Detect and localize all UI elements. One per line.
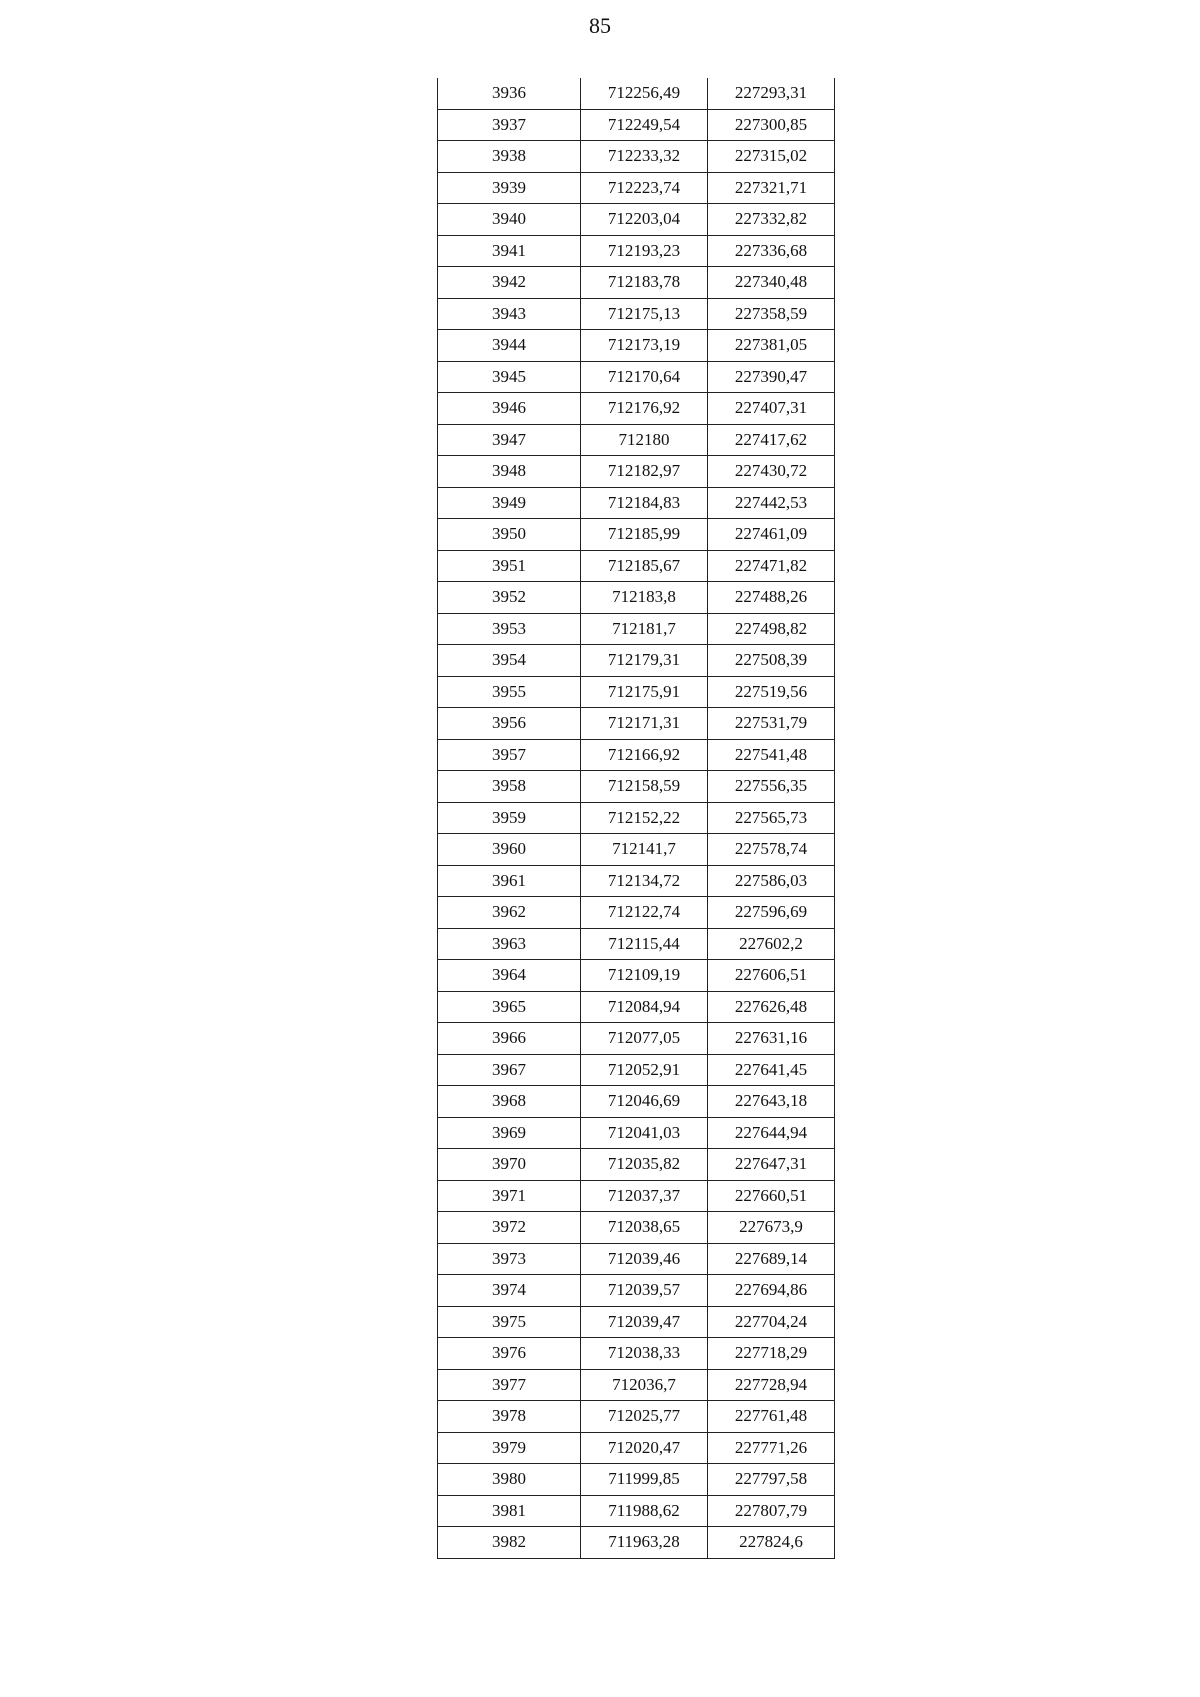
y-coordinate-cell: 227647,31: [708, 1149, 835, 1181]
x-coordinate-cell: 712184,83: [581, 487, 708, 519]
table-row: [438, 424, 835, 456]
x-coordinate-cell: 711963,28: [581, 1527, 708, 1559]
point-number-cell: 3974: [438, 1275, 581, 1307]
y-coordinate-cell: 227541,48: [708, 739, 835, 771]
x-coordinate-cell: 712020,47: [581, 1432, 708, 1464]
point-number-cell: 3982: [438, 1527, 581, 1559]
x-coordinate-cell: 712084,94: [581, 991, 708, 1023]
y-coordinate-cell: 227644,94: [708, 1117, 835, 1149]
point-number-cell: 3944: [438, 330, 581, 362]
table-row: [438, 1117, 835, 1149]
point-number-cell: 3972: [438, 1212, 581, 1244]
y-coordinate-cell: 227565,73: [708, 802, 835, 834]
table-row: [438, 645, 835, 677]
table-row: [438, 960, 835, 992]
table-row: [438, 1432, 835, 1464]
table-row: [438, 172, 835, 204]
y-coordinate-cell: 227660,51: [708, 1180, 835, 1212]
x-coordinate-cell: 712037,37: [581, 1180, 708, 1212]
x-coordinate-cell: 712180: [581, 424, 708, 456]
x-coordinate-cell: 712249,54: [581, 109, 708, 141]
x-coordinate-cell: 712183,78: [581, 267, 708, 299]
y-coordinate-cell: 227442,53: [708, 487, 835, 519]
y-coordinate-cell: 227340,48: [708, 267, 835, 299]
y-coordinate-cell: 227771,26: [708, 1432, 835, 1464]
table-row: [438, 204, 835, 236]
table-row: [438, 298, 835, 330]
point-number-cell: 3958: [438, 771, 581, 803]
y-coordinate-cell: 227519,56: [708, 676, 835, 708]
point-number-cell: 3961: [438, 865, 581, 897]
x-coordinate-cell: 712203,04: [581, 204, 708, 236]
table-row: [438, 613, 835, 645]
point-number-cell: 3973: [438, 1243, 581, 1275]
x-coordinate-cell: 712233,32: [581, 141, 708, 173]
point-number-cell: 3978: [438, 1401, 581, 1433]
y-coordinate-cell: 227643,18: [708, 1086, 835, 1118]
point-number-cell: 3954: [438, 645, 581, 677]
x-coordinate-cell: 712175,13: [581, 298, 708, 330]
x-coordinate-cell: 712046,69: [581, 1086, 708, 1118]
point-number-cell: 3969: [438, 1117, 581, 1149]
x-coordinate-cell: 712052,91: [581, 1054, 708, 1086]
y-coordinate-cell: 227807,79: [708, 1495, 835, 1527]
point-number-cell: 3957: [438, 739, 581, 771]
y-coordinate-cell: 227718,29: [708, 1338, 835, 1370]
table-row: [438, 78, 835, 109]
y-coordinate-cell: 227704,24: [708, 1306, 835, 1338]
x-coordinate-cell: 712109,19: [581, 960, 708, 992]
table-row: [438, 1180, 835, 1212]
x-coordinate-cell: 712181,7: [581, 613, 708, 645]
x-coordinate-cell: 712025,77: [581, 1401, 708, 1433]
x-coordinate-cell: 712185,99: [581, 519, 708, 551]
x-coordinate-cell: 712152,22: [581, 802, 708, 834]
x-coordinate-cell: 712115,44: [581, 928, 708, 960]
y-coordinate-cell: 227300,85: [708, 109, 835, 141]
point-number-cell: 3975: [438, 1306, 581, 1338]
table-row: [438, 1527, 835, 1559]
x-coordinate-cell: 712036,7: [581, 1369, 708, 1401]
y-coordinate-cell: 227586,03: [708, 865, 835, 897]
x-coordinate-cell: 712039,47: [581, 1306, 708, 1338]
y-coordinate-cell: 227488,26: [708, 582, 835, 614]
point-number-cell: 3979: [438, 1432, 581, 1464]
point-number-cell: 3970: [438, 1149, 581, 1181]
y-coordinate-cell: 227461,09: [708, 519, 835, 551]
x-coordinate-cell: 712038,33: [581, 1338, 708, 1370]
y-coordinate-cell: 227641,45: [708, 1054, 835, 1086]
table-row: [438, 1023, 835, 1055]
x-coordinate-cell: 712158,59: [581, 771, 708, 803]
point-number-cell: 3939: [438, 172, 581, 204]
y-coordinate-cell: 227728,94: [708, 1369, 835, 1401]
point-number-cell: 3956: [438, 708, 581, 740]
table-row: [438, 771, 835, 803]
point-number-cell: 3960: [438, 834, 581, 866]
table-row: [438, 1369, 835, 1401]
x-coordinate-cell: 712173,19: [581, 330, 708, 362]
y-coordinate-cell: 227596,69: [708, 897, 835, 929]
point-number-cell: 3965: [438, 991, 581, 1023]
x-coordinate-cell: 712179,31: [581, 645, 708, 677]
table-row: [438, 991, 835, 1023]
page-number: 85: [589, 13, 611, 38]
point-number-cell: 3967: [438, 1054, 581, 1086]
table-row: [438, 1401, 835, 1433]
point-number-cell: 3947: [438, 424, 581, 456]
point-number-cell: 3966: [438, 1023, 581, 1055]
table-row: [438, 865, 835, 897]
y-coordinate-cell: 227293,31: [708, 78, 835, 109]
table-row: [438, 361, 835, 393]
y-coordinate-cell: 227631,16: [708, 1023, 835, 1055]
x-coordinate-cell: 712170,64: [581, 361, 708, 393]
y-coordinate-cell: 227336,68: [708, 235, 835, 267]
x-coordinate-cell: 712182,97: [581, 456, 708, 488]
y-coordinate-cell: 227332,82: [708, 204, 835, 236]
point-number-cell: 3964: [438, 960, 581, 992]
y-coordinate-cell: 227797,58: [708, 1464, 835, 1496]
table-row: [438, 1054, 835, 1086]
y-coordinate-cell: 227673,9: [708, 1212, 835, 1244]
x-coordinate-cell: 712141,7: [581, 834, 708, 866]
x-coordinate-cell: 711999,85: [581, 1464, 708, 1496]
y-coordinate-cell: 227761,48: [708, 1401, 835, 1433]
x-coordinate-cell: 711988,62: [581, 1495, 708, 1527]
y-coordinate-cell: 227824,6: [708, 1527, 835, 1559]
y-coordinate-cell: 227315,02: [708, 141, 835, 173]
point-number-cell: 3946: [438, 393, 581, 425]
table-row: [438, 1212, 835, 1244]
y-coordinate-cell: 227606,51: [708, 960, 835, 992]
y-coordinate-cell: 227626,48: [708, 991, 835, 1023]
table-row: [438, 109, 835, 141]
point-number-cell: 3959: [438, 802, 581, 834]
x-coordinate-cell: 712077,05: [581, 1023, 708, 1055]
table-row: [438, 1243, 835, 1275]
table-row: [438, 802, 835, 834]
x-coordinate-cell: 712039,57: [581, 1275, 708, 1307]
table-row: [438, 519, 835, 551]
point-number-cell: 3937: [438, 109, 581, 141]
point-number-cell: 3962: [438, 897, 581, 929]
table-row: [438, 393, 835, 425]
x-coordinate-cell: 712171,31: [581, 708, 708, 740]
y-coordinate-cell: 227556,35: [708, 771, 835, 803]
x-coordinate-cell: 712256,49: [581, 78, 708, 109]
table-row: [438, 708, 835, 740]
x-coordinate-cell: 712041,03: [581, 1117, 708, 1149]
table-row: [438, 456, 835, 488]
point-number-cell: 3936: [438, 78, 581, 109]
point-number-cell: 3980: [438, 1464, 581, 1496]
table-row: [438, 1149, 835, 1181]
y-coordinate-cell: 227531,79: [708, 708, 835, 740]
point-number-cell: 3977: [438, 1369, 581, 1401]
table-row: [438, 897, 835, 929]
table-row: [438, 928, 835, 960]
point-number-cell: 3942: [438, 267, 581, 299]
table-row: [438, 1338, 835, 1370]
x-coordinate-cell: 712134,72: [581, 865, 708, 897]
y-coordinate-cell: 227417,62: [708, 424, 835, 456]
y-coordinate-cell: 227694,86: [708, 1275, 835, 1307]
y-coordinate-cell: 227471,82: [708, 550, 835, 582]
y-coordinate-cell: 227407,31: [708, 393, 835, 425]
y-coordinate-cell: 227390,47: [708, 361, 835, 393]
table-row: [438, 235, 835, 267]
point-number-cell: 3963: [438, 928, 581, 960]
x-coordinate-cell: 712223,74: [581, 172, 708, 204]
point-number-cell: 3976: [438, 1338, 581, 1370]
y-coordinate-cell: 227602,2: [708, 928, 835, 960]
point-number-cell: 3952: [438, 582, 581, 614]
y-coordinate-cell: 227689,14: [708, 1243, 835, 1275]
table-row: [438, 1306, 835, 1338]
point-number-cell: 3949: [438, 487, 581, 519]
x-coordinate-cell: 712175,91: [581, 676, 708, 708]
table-row: [438, 267, 835, 299]
x-coordinate-cell: 712183,8: [581, 582, 708, 614]
table-row: [438, 1086, 835, 1118]
point-number-cell: 3951: [438, 550, 581, 582]
point-number-cell: 3968: [438, 1086, 581, 1118]
point-number-cell: 3945: [438, 361, 581, 393]
y-coordinate-cell: 227430,72: [708, 456, 835, 488]
coordinates-table-body: [438, 78, 835, 1558]
y-coordinate-cell: 227358,59: [708, 298, 835, 330]
x-coordinate-cell: 712176,92: [581, 393, 708, 425]
y-coordinate-cell: 227508,39: [708, 645, 835, 677]
point-number-cell: 3950: [438, 519, 581, 551]
table-row: [438, 582, 835, 614]
x-coordinate-cell: 712038,65: [581, 1212, 708, 1244]
point-number-cell: 3955: [438, 676, 581, 708]
x-coordinate-cell: 712122,74: [581, 897, 708, 929]
point-number-cell: 3943: [438, 298, 581, 330]
y-coordinate-cell: 227381,05: [708, 330, 835, 362]
x-coordinate-cell: 712035,82: [581, 1149, 708, 1181]
table-row: [438, 487, 835, 519]
x-coordinate-cell: 712166,92: [581, 739, 708, 771]
y-coordinate-cell: 227498,82: [708, 613, 835, 645]
point-number-cell: 3981: [438, 1495, 581, 1527]
table-row: [438, 739, 835, 771]
table-row: [438, 550, 835, 582]
coordinates-table: [437, 78, 835, 1559]
table-row: [438, 1275, 835, 1307]
point-number-cell: 3971: [438, 1180, 581, 1212]
table-row: [438, 676, 835, 708]
x-coordinate-cell: 712185,67: [581, 550, 708, 582]
table-row: [438, 330, 835, 362]
point-number-cell: 3940: [438, 204, 581, 236]
point-number-cell: 3941: [438, 235, 581, 267]
point-number-cell: 3948: [438, 456, 581, 488]
point-number-cell: 3938: [438, 141, 581, 173]
table-row: [438, 1495, 835, 1527]
x-coordinate-cell: 712039,46: [581, 1243, 708, 1275]
table-row: [438, 141, 835, 173]
table-row: [438, 1464, 835, 1496]
x-coordinate-cell: 712193,23: [581, 235, 708, 267]
y-coordinate-cell: 227321,71: [708, 172, 835, 204]
point-number-cell: 3953: [438, 613, 581, 645]
y-coordinate-cell: 227578,74: [708, 834, 835, 866]
table-row: [438, 834, 835, 866]
